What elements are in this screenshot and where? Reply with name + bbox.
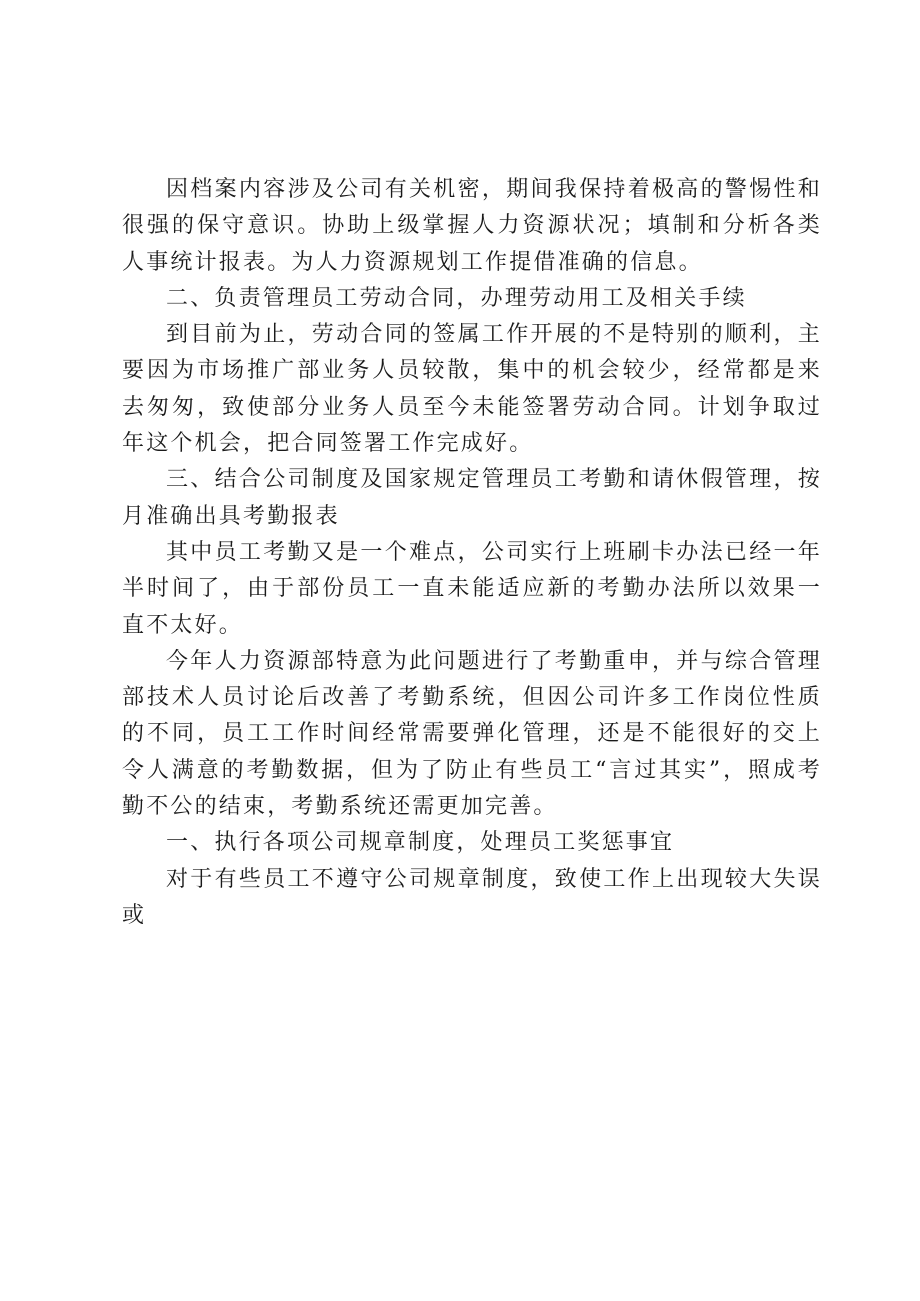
heading-attendance-management: 三、结合公司制度及国家规定管理员工考勤和请休假管理，按月准确出具考勤报表 (122, 467, 822, 529)
document-body (122, 172, 822, 934)
paragraph-archive-confidentiality: 因档案内容涉及公司有关机密，期间我保持着极高的警惕性和很强的保守意识。协助上级掌握人力资源状况；填制和分析各类人事统计报表。为人力资源规划工作提借准确的信息。 (122, 177, 822, 275)
paragraph-attendance-system: 今年人力资源部特意为此问题进行了考勤重申，并与综合管理部技术人员讨论后改善了考勤系统，但因公司许多工作岗位性质的不同，员工工作时间经常需要弹化管理，还是不能很好的交上令人满意的考勤数据，但为了防止有些员工“言过其实”，照成考勤不公的结束，考勤系统还需更加完善。 (122, 648, 822, 820)
heading-rules-and-discipline: 一、执行各项公司规章制度，处理员工奖惩事宜 (166, 830, 675, 856)
paragraph-rule-violations: 对于有些员工不遵守公司规章制度，致使工作上出现较大失误或 (122, 866, 822, 928)
paragraph-attendance-difficulty: 其中员工考勤又是一个难点，公司实行上班刷卡办法已经一年半时间了，由于部份员工一直未能适应新的考勤办法所以效果一直不太好。 (122, 539, 822, 638)
heading-labor-contracts: 二、负责管理员工劳动合同，办理劳动用工及相关手续 (166, 285, 747, 311)
paragraph-contract-signing: 到目前为止，劳动合同的签属工作开展的不是特别的顺利，主要因为市场推广部业务人员较散，集中的机会较少，经常都是来去匆匆，致使部分业务人员至今未能签署劳动合同。计划争取过年这个机会，把合同签署工作完成好。 (122, 322, 822, 457)
